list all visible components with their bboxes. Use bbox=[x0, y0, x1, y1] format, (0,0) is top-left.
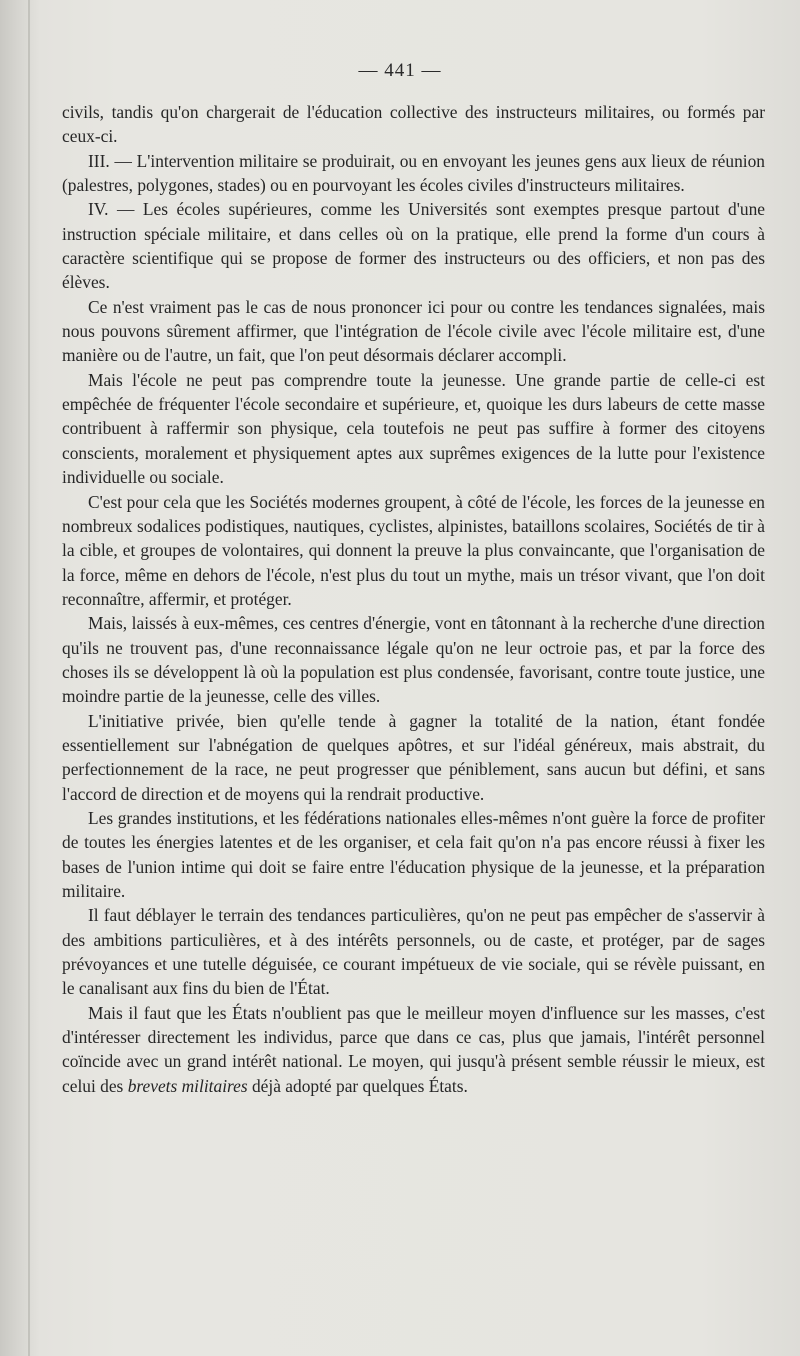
paragraph: Ce n'est vraiment pas le cas de nous prononcer ici pour ou contre les tendances signalées, mais nous pouvons sûrement affirmer, que l'intégration de l'école civile avec l'école militaire est, d'une manière ou de l'autre, un fait, que l'on peut désormais déclarer accompli. bbox=[62, 296, 765, 366]
paragraph: Il faut déblayer le terrain des tendances particulières, qu'on ne peut pas empêcher de s'asservir à des ambitions particulières, et à des intérêts personnels, ou de caste, et protéger, par de sages prévoyances et une tutelle déguisée, ce courant impétueux de vie sociale, qui se révèle puissant, en le canalisant aux fins du bien de l'État. bbox=[62, 905, 765, 999]
binding-gutter bbox=[28, 0, 30, 1356]
paragraph: III. — L'intervention militaire se produirait, ou en envoyant les jeunes gens aux lieux de réunion (palestres, polygones, stades) ou en pourvoyant les écoles civiles d'instructeurs militaires. bbox=[62, 150, 765, 196]
paragraph: Mais, laissés à eux-mêmes, ces centres d'énergie, vont en tâtonnant à la recherche d'une direction qu'ils ne trouvent pas, d'une reconnaissance légale qu'on ne leur octroie pas, et par la force des choses ils se développent là où la population est plus condensée, favorisant, contre toute justice, une moindre partie de la jeunesse, celle des villes. bbox=[62, 613, 765, 707]
paragraph: IV. — Les écoles supérieures, comme les Universités sont exemptes presque partout d'une instruction spéciale militaire, et dans celles où on la pratique, elle prend la forme d'un cours à caractère scientifique qui se propose de former des instructeurs ou des officiers, et non pas des élèves. bbox=[62, 199, 765, 293]
paragraph: C'est pour cela que les Sociétés modernes groupent, à côté de l'école, les forces de la jeunesse en nombreux sodalices podistiques, nautiques, cyclistes, alpinistes, bataillons scolaires, Sociétés de tir à la cible, et groupes de volontaires, qui donnent la preuve la plus convaincante, que l'organisation de la force, même en dehors de l'école, n'est plus du tout un mythe, mais un trésor vivant, que l'on doit reconnaître, affermir, et protéger. bbox=[62, 491, 765, 609]
body-text bbox=[62, 100, 765, 1098]
paragraph: L'initiative privée, bien qu'elle tende à gagner la totalité de la nation, étant fondée essentiellement sur l'abnégation de quelques apôtres, et sur l'idéal généreux, mais abstrait, du perfectionnement de la race, ne peut progresser que péniblement, sans aucun but défini, et sans l'accord de direction et de moyens qui la rendrait productive. bbox=[62, 710, 765, 804]
final-paragraph-start: Mais il faut que les États n'oublient pas que le meilleur moyen d'influence sur les masses, c'est d'intéresser directement les individus, parce que dans ce cas, plus que jamais, l'intérêt personnel coïncide avec un grand intérêt national. Le moyen, qui jusqu'à présent semble réussir le mieux, est celui des bbox=[62, 1002, 765, 1096]
paragraph: Les grandes institutions, et les fédérations nationales elles-mêmes n'ont guère la force de profiter de toutes les énergies latentes et de les organiser, et cela fait qu'on n'a pas encore réussi à fixer les bases de l'union intime qui doit se faire entre l'éducation physique de la jeunesse, et la préparation militaire. bbox=[62, 807, 765, 901]
emphasis-brevets-militaires: brevets militaires bbox=[127, 1075, 248, 1096]
paragraph: Mais l'école ne peut pas comprendre toute la jeunesse. Une grande partie de celle-ci est empêchée de fréquenter l'école secondaire et supérieure, et, quoique les durs labeurs de cette masse contribuent à raffermir son physique, cela toutefois ne peut pas suffire à former des citoyens conscients, moralement et physiquement aptes aux suprêmes exigences de la lutte pour l'existence individuelle ou sociale. bbox=[62, 369, 765, 488]
paragraph: civils, tandis qu'on chargerait de l'éducation collective des instructeurs militaires, ou formés par ceux-ci. bbox=[62, 102, 765, 147]
final-paragraph bbox=[62, 1001, 765, 1098]
page-number: — 441 — bbox=[358, 60, 442, 81]
final-paragraph-end: déjà adopté par quelques États. bbox=[247, 1075, 468, 1096]
